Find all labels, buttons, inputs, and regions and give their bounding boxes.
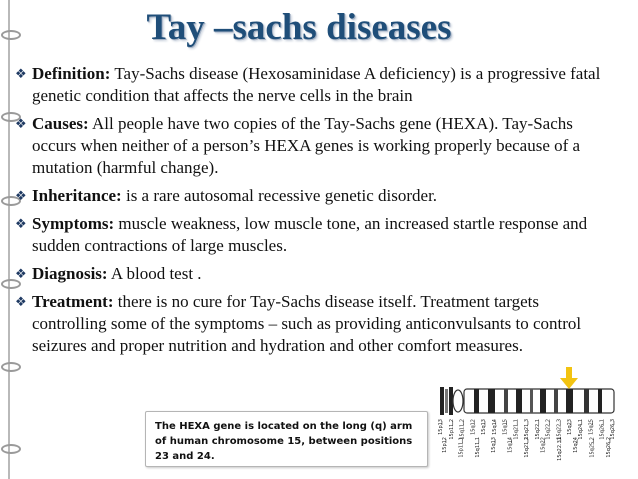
q-arm-band [566, 389, 573, 413]
band-top-label: 15q26.3 [610, 419, 616, 440]
bullet-label: Inheritance: [32, 186, 122, 205]
bullet-item [14, 185, 614, 207]
band-top-label: 15p13 [438, 419, 444, 435]
diamond-dots-icon: ❖ [15, 116, 27, 131]
bullet-item [14, 291, 614, 357]
band-top-label: 15p11.2 [448, 419, 455, 440]
bullet-label: Symptoms: [32, 214, 115, 233]
diamond-dots-icon: ❖ [15, 216, 27, 231]
diamond-dots-icon: ❖ [15, 188, 27, 203]
bullet-item [14, 213, 614, 257]
band-bottom-label: 15p11.1 [458, 437, 465, 458]
chromosome-body [440, 387, 614, 415]
band-top-label: 15q15 [502, 419, 509, 435]
q-arm-band [474, 389, 479, 413]
bullet-text: there is no cure for Tay-Sachs disease itself. Treatment targets controlling some of the symptoms – such as providing anticonvulsants to control seizures and proper nutrition and hydration and other comfort measures. [32, 292, 582, 355]
diamond-dots-icon: ❖ [15, 66, 27, 81]
band-top-label: 15q14 [491, 419, 498, 435]
bullet-text: is a rare autosomal recessive genetic disorder. [121, 186, 438, 205]
bullet-list [14, 63, 614, 363]
band-top-label: 15q13 [481, 419, 487, 435]
bullet-label: Definition: [32, 64, 111, 83]
band-top-label: 15q25 [588, 419, 595, 435]
band-top-label: 15q26.1 [599, 419, 606, 440]
band-bottom-label: 15q13 [491, 437, 498, 453]
chromosome-15-ideogram [438, 367, 620, 467]
arrow-head [560, 378, 578, 389]
band-bottom-label: 15q21.2 [524, 437, 530, 458]
band-bottom-label: 15q25.2 [589, 437, 596, 458]
bullet-label: Treatment: [32, 292, 114, 311]
band-bottom-label: 15q11.1 [474, 437, 481, 458]
p-arm-bands [445, 389, 448, 413]
band-top-label: 15q24.1 [577, 419, 584, 440]
band-top-label: 15q22.3 [556, 419, 563, 440]
bullet-label: Diagnosis: [32, 264, 108, 283]
bullet-item [14, 113, 614, 179]
slide-title: Tay –sachs diseases [146, 7, 452, 48]
diamond-dots-icon: ❖ [15, 266, 27, 281]
centromere [453, 390, 463, 412]
p-arm-bands [449, 387, 453, 415]
bullet-text: muscle weakness, low muscle tone, an increased startle response and sudden contractions of large muscles. [32, 214, 588, 255]
band-top-label: 15q21.1 [513, 419, 520, 440]
q-arm-band [554, 389, 558, 413]
band-bottom-label: 15q22.31 [556, 437, 563, 461]
binder-ring-icon [1, 362, 21, 372]
band-top-label: 15q12 [470, 419, 477, 435]
q-arm-band [488, 389, 495, 413]
caption-text: The HEXA gene is located on the long (q) arm of human chromosome 15, between positions 23 and 24. [155, 421, 413, 462]
bullet-label: Causes: [32, 114, 89, 133]
band-bottom-label: 15q22 [540, 437, 547, 453]
band-bottom-label: 15p12 [442, 437, 448, 453]
hexa-locus-arrow-icon [560, 367, 578, 389]
caption-box [145, 411, 428, 467]
band-top-label: 15q21.3 [524, 419, 530, 440]
binder-line [8, 0, 10, 479]
q-arm-band [504, 389, 508, 413]
band-top-label: 15q11.2 [459, 419, 466, 440]
bullet-item [14, 63, 614, 107]
band-bottom-label: 15q14 [507, 437, 514, 453]
band-labels-top [438, 419, 616, 440]
band-labels-bottom [442, 437, 612, 461]
q-arm [464, 389, 614, 413]
band-top-label: 15q23 [567, 419, 573, 435]
bullet-text: Tay-Sachs disease (Hexosaminidase A deficiency) is a progressive fatal genetic condition that affects the nerve cells in the brain [32, 64, 601, 105]
p-arm-bands [440, 387, 444, 415]
q-arm-band [584, 389, 589, 413]
band-top-label: 15q22.1 [534, 419, 541, 440]
q-arm-band [540, 389, 546, 413]
bullet-text: All people have two copies of the Tay-Sachs gene (HEXA). Tay-Sachs occurs when neither of a person’s HEXA genes is working properly because of a mutation (harmful change). [32, 114, 581, 177]
q-arm-band [598, 389, 602, 413]
q-arm-band [530, 389, 533, 413]
band-bottom-label: 15q24 [573, 437, 580, 453]
bullet-text: A blood test . [107, 264, 202, 283]
binder-ring-icon [1, 444, 21, 454]
band-top-label: 15q22.2 [545, 419, 552, 440]
bullet-item [14, 263, 614, 285]
q-arm-band [516, 389, 522, 413]
diamond-dots-icon: ❖ [15, 294, 27, 309]
band-bottom-label: 15q26.2 [606, 437, 612, 458]
arrow-shaft [566, 367, 572, 379]
